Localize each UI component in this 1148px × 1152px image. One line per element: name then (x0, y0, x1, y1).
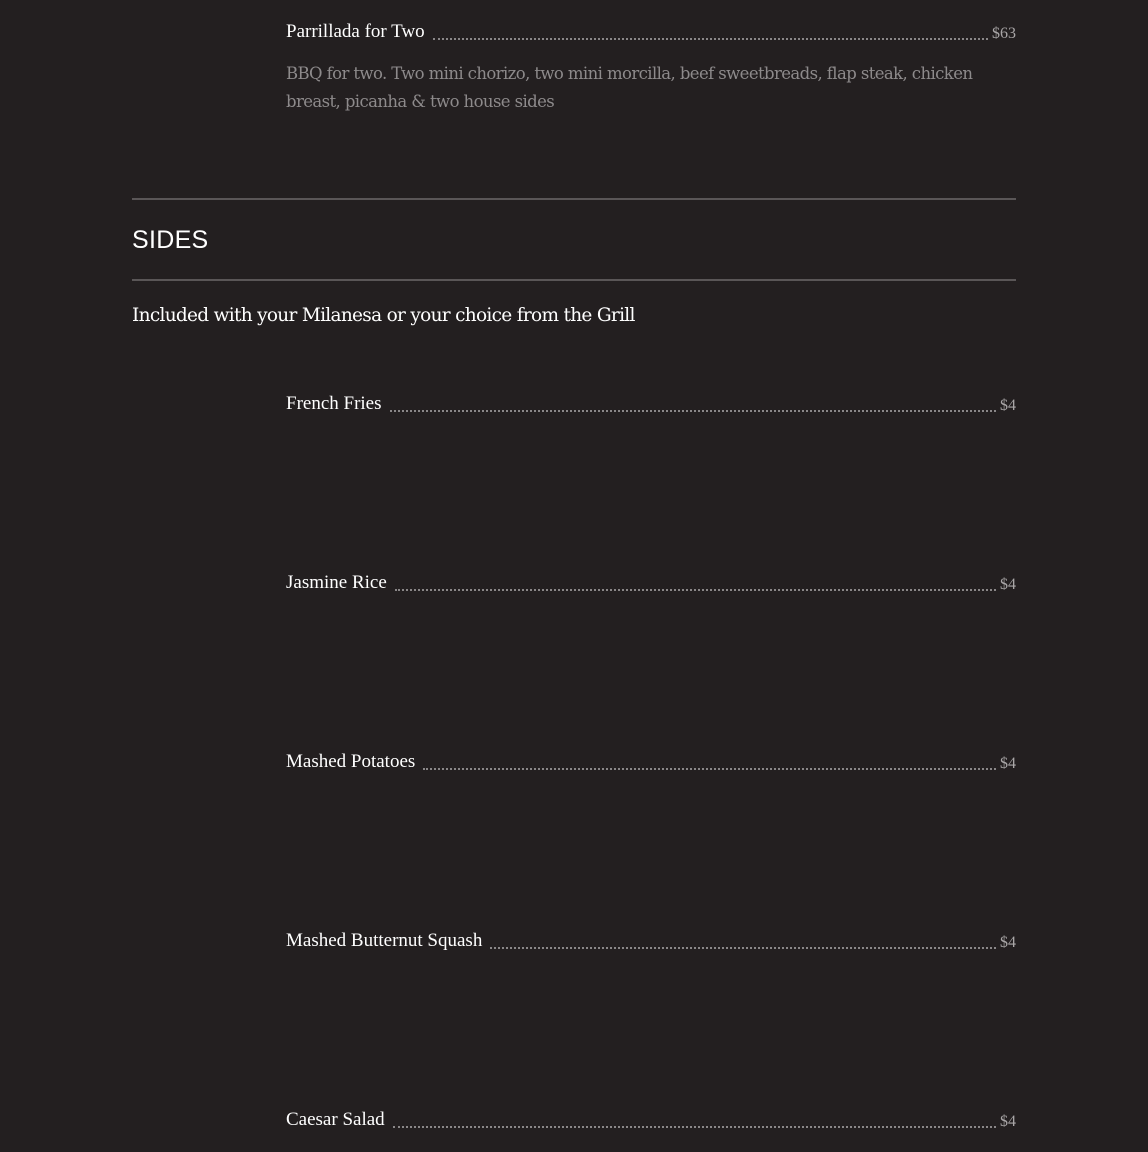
dotted-leader (395, 571, 996, 591)
menu-item-price: $4 (1000, 397, 1016, 414)
menu-item-row (286, 20, 1016, 46)
menu-item-name: French Fries (286, 393, 382, 414)
menu-item-row (286, 571, 1016, 597)
menu-item-parrillada (286, 20, 1016, 116)
menu-item-price: $63 (992, 25, 1016, 42)
dotted-leader (390, 392, 996, 412)
section-title: SIDES (132, 226, 209, 254)
menu-item-mashed-butternut-squash (286, 929, 1016, 955)
dotted-leader (490, 929, 996, 949)
menu-item-jasmine-rice (286, 571, 1016, 597)
menu-item-price: $4 (1000, 576, 1016, 593)
menu-item-row (286, 750, 1016, 776)
section-divider-bottom (132, 279, 1016, 281)
dotted-leader (423, 750, 996, 770)
section-divider-top (132, 198, 1016, 200)
menu-item-row (286, 929, 1016, 955)
menu-item-row (286, 1108, 1016, 1134)
menu-item-name: Mashed Butternut Squash (286, 930, 483, 951)
menu-item-price: $4 (1000, 755, 1016, 772)
menu-item-row (286, 392, 1016, 418)
menu-item-french-fries (286, 392, 1016, 418)
dotted-leader (433, 20, 988, 40)
menu-item-description: BBQ for two. Two mini chorizo, two mini morcilla, beef sweetbreads, flap steak, chicken breast, picanha & two house sides (286, 64, 973, 111)
menu-item-caesar-salad (286, 1108, 1016, 1134)
menu-item-mashed-potatoes (286, 750, 1016, 776)
menu-item-name: Parrillada for Two (286, 21, 425, 42)
menu-item-price: $4 (1000, 934, 1016, 951)
menu-item-name: Mashed Potatoes (286, 751, 416, 772)
menu-item-name: Jasmine Rice (286, 572, 387, 593)
menu-item-price: $4 (1000, 1113, 1016, 1130)
menu-item-name: Caesar Salad (286, 1109, 385, 1130)
dotted-leader (393, 1108, 996, 1128)
section-subtitle: Included with your Milanesa or your choice from the Grill (132, 305, 635, 326)
